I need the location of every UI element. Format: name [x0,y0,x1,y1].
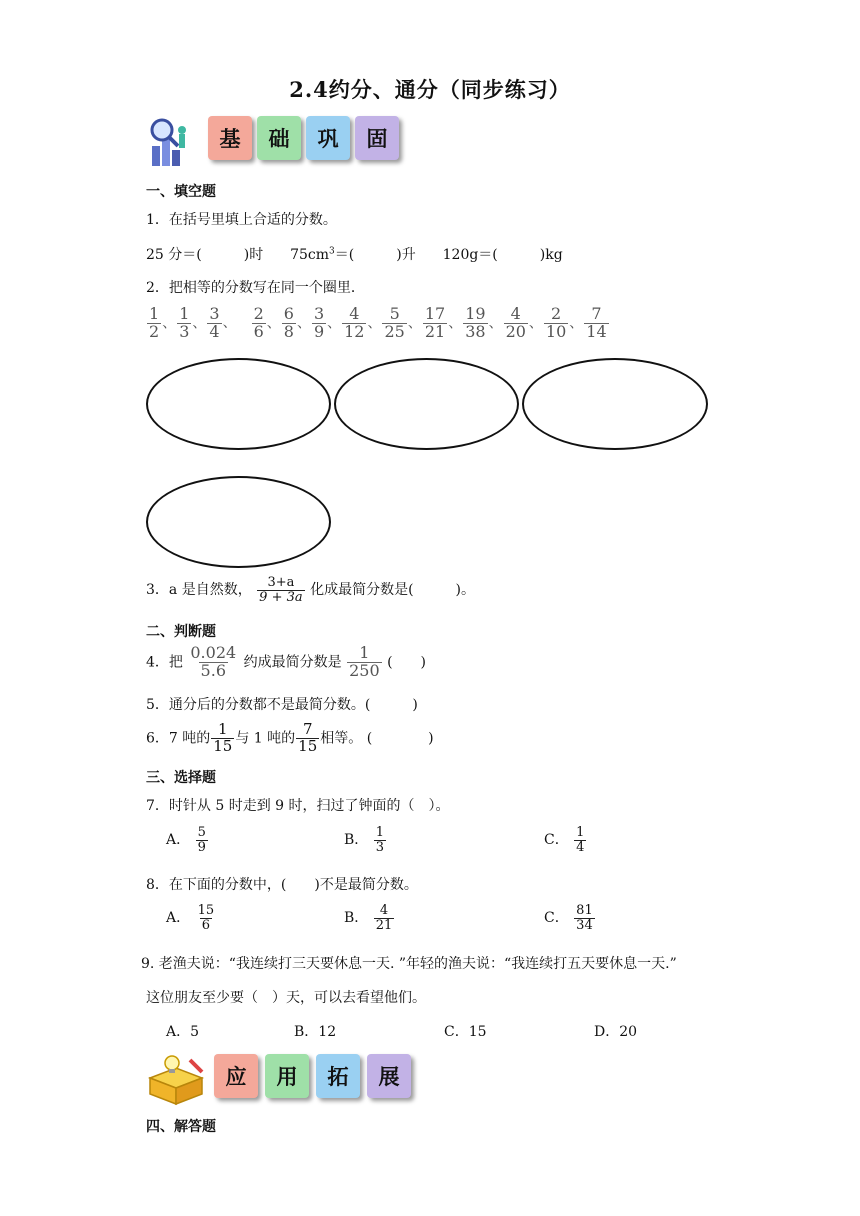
q2-fraction [147,306,161,341]
q2-fraction-den: 21 [424,321,446,341]
q1-b-post: ＝( )升 [334,247,416,263]
q9-line-2: 这位朋友至少要（ ）天，可以去看望他们。 [146,990,426,1006]
q4-mid: 约成最简分数是 [243,654,342,671]
q2-separator: 、 [296,315,311,332]
badge-ji: 基 [208,116,252,160]
q7-a-den: 9 [197,839,206,855]
circle-3[interactable] [522,358,708,450]
section-choice: 三、选择题 [146,770,216,786]
q2-fraction-num: 2 [253,304,264,323]
q2-fraction [504,306,528,341]
q8-option-c[interactable] [544,904,596,932]
circle-1[interactable] [146,358,331,450]
q2-fraction-den: 20 [505,321,526,341]
magnifier-chart-icon [146,116,198,168]
q2-fraction [544,306,568,341]
q2-separator: 、 [488,315,503,332]
badge-chu: 础 [257,116,301,160]
q7-option-a[interactable] [166,826,209,854]
q2-fraction-den: 2 [149,321,160,341]
q2-fraction-den: 10 [545,321,567,341]
q8-b-num: 4 [379,903,389,918]
q8-option-a[interactable] [166,904,217,932]
q2-fraction-den: 38 [465,321,486,341]
q1-b-pre: 75cm [290,247,330,263]
q8-option-b[interactable] [344,904,395,932]
q4-f2-num: 1 [359,643,370,662]
q6-f1-den: 15 [213,736,233,755]
badge-yong: 用 [265,1054,309,1098]
q7-a-label: A． [166,832,191,849]
q2-fraction-num: 7 [591,304,602,323]
q7-b-fraction [374,826,386,854]
q2-fraction-den: 3 [179,321,190,341]
q4-f1-den: 5.6 [200,660,226,680]
badge-tuo: 拓 [316,1054,360,1098]
q8-a-label: A． [166,910,191,927]
q7-option-b[interactable] [344,826,387,854]
toolbox-lightbulb-icon [146,1054,206,1106]
circle-2[interactable] [334,358,519,450]
q7-b-den: 3 [375,839,385,855]
q1-text: 1．在括号里填上合适的分数。 [146,212,337,228]
q3-pre: 3．a 是自然数， [146,582,252,599]
q2-fraction [282,306,296,341]
q2-fraction [342,306,366,341]
q8-a-den: 6 [201,917,210,933]
q2-fraction [584,306,608,341]
q2-fractions [146,306,610,341]
q8-a-num: 15 [197,903,215,918]
q2-fraction-num: 1 [149,304,160,323]
q2-fraction-den: 4 [209,321,220,341]
q2-fraction [382,306,406,341]
q7-c-den: 4 [576,839,585,855]
q2-separator: 、 [266,315,281,332]
q6 [146,722,434,755]
q6-mid: 与 1 吨的 [235,730,296,747]
q3-post: 化成最简分数是( )。 [310,582,476,599]
q2-text: 2．把相等的分数写在同一个圈里． [146,280,365,296]
q2-separator: 、 [327,315,342,332]
badge-ying: 应 [214,1054,258,1098]
q4-fraction-1 [188,645,238,680]
q7-c-num: 1 [576,825,585,840]
q7-c-fraction [574,826,586,854]
q1-b-sup: 3 [329,246,335,257]
q2-separator: 、 [192,315,207,332]
q1-c: 120g＝( )kg [442,247,563,263]
q3-fraction [257,576,304,604]
q8-b-fraction [374,904,395,932]
q2-fraction-num: 2 [551,304,562,323]
q2-fraction-den: 8 [283,321,294,341]
q8-c-num: 81 [576,903,593,918]
q2-separator: 、 [448,315,463,332]
q2-separator: 、 [222,315,237,332]
q2-fraction-den: 6 [253,321,264,341]
q7-option-c[interactable] [544,826,587,854]
q2-fraction-den: 14 [586,321,607,341]
q6-post: 相等。 ( ) [320,730,434,747]
q2-fraction [312,306,326,341]
q6-f2-den: 15 [298,736,318,755]
badge-zhan: 展 [367,1054,411,1098]
q8-text: 8．在下面的分数中，( )不是最简分数。 [146,877,418,893]
q2-fraction-num: 6 [283,304,294,323]
q4-f1-num: 0.024 [190,643,237,662]
q6-f2-num: 7 [302,720,313,738]
badge-gu: 固 [355,116,399,160]
q3-num: 3+a [267,575,295,590]
q8-a-fraction [196,904,217,932]
q1-a: 25 分＝( )时 [146,247,264,263]
section-fill-blank: 一、填空题 [146,184,216,200]
q2-fraction-den: 25 [384,321,405,341]
q2-separator: 、 [407,315,422,332]
q9-option-b[interactable]: B．12 [294,1024,337,1040]
q2-fraction-num: 4 [510,304,521,323]
q2-fraction [252,306,266,341]
q2-fraction-num: 3 [313,304,325,323]
q2-fraction [207,306,221,341]
circle-4[interactable] [146,476,331,568]
q7-a-num: 5 [197,825,206,840]
q2-fraction-den: 12 [344,321,365,341]
q7-b-label: B． [344,832,369,849]
q9-option-c[interactable]: C．15 [444,1024,487,1040]
q7-a-fraction [196,826,208,854]
q8-b-den: 21 [375,917,393,933]
q3-den: 9 + 3a [259,589,303,605]
q2-fraction [463,306,487,341]
q2-separator: 、 [162,315,177,332]
q3 [146,576,475,604]
q6-pre: 6．7 吨的 [146,730,211,747]
q6-f1-num: 1 [218,720,228,738]
q7-text: 7．时针从 5 时走到 9 时，扫过了钟面的（ ）。 [146,798,450,814]
q2-fraction-den: 9 [313,321,325,341]
q4-fraction-2 [347,645,382,680]
q2-fraction-num: 4 [349,304,360,323]
q2-separator: 、 [528,315,543,332]
badge-gong: 巩 [306,116,350,160]
q4-f2-den: 250 [349,660,380,680]
q2-fraction [423,306,447,341]
q4-pre: 4．把 [146,654,183,671]
q7-b-num: 1 [375,825,385,840]
section-answer: 四、解答题 [146,1119,216,1135]
q4-post: ( ) [387,654,427,671]
q8-c-den: 34 [576,917,593,933]
q6-fraction-2 [296,722,319,755]
q9-option-a[interactable]: A．5 [166,1024,200,1040]
q7-c-label: C． [544,832,569,849]
q2-fraction-num: 3 [209,304,220,323]
page-title: 2.4约分、通分（同步练习） [289,77,571,102]
q6-fraction-1 [211,722,234,755]
q2-fraction-num: 1 [179,304,190,323]
banner-apply [146,1054,416,1104]
q5: 5．通分后的分数都不是最简分数。( ) [146,697,418,713]
q2-separator: 、 [367,315,382,332]
q2-separator: 、 [569,315,584,332]
q2-fraction [177,306,191,341]
section-judge: 二、判断题 [146,624,216,640]
q4 [146,645,426,680]
q8-c-label: C． [544,910,569,927]
q8-c-fraction [574,904,595,932]
q1-items [146,244,563,264]
banner-basic [146,116,406,166]
q9-option-d[interactable]: D．20 [594,1024,638,1040]
q9-line-1: 9. 老渔夫说：“我连续打三天要休息一天. ”年轻的渔夫说：“我连续打五天要休息一天.” [141,956,677,972]
q2-fraction-num: 17 [424,304,446,323]
q8-b-label: B． [344,910,369,927]
q2-fraction-num: 5 [389,304,400,323]
q2-fraction-num: 19 [465,304,486,323]
